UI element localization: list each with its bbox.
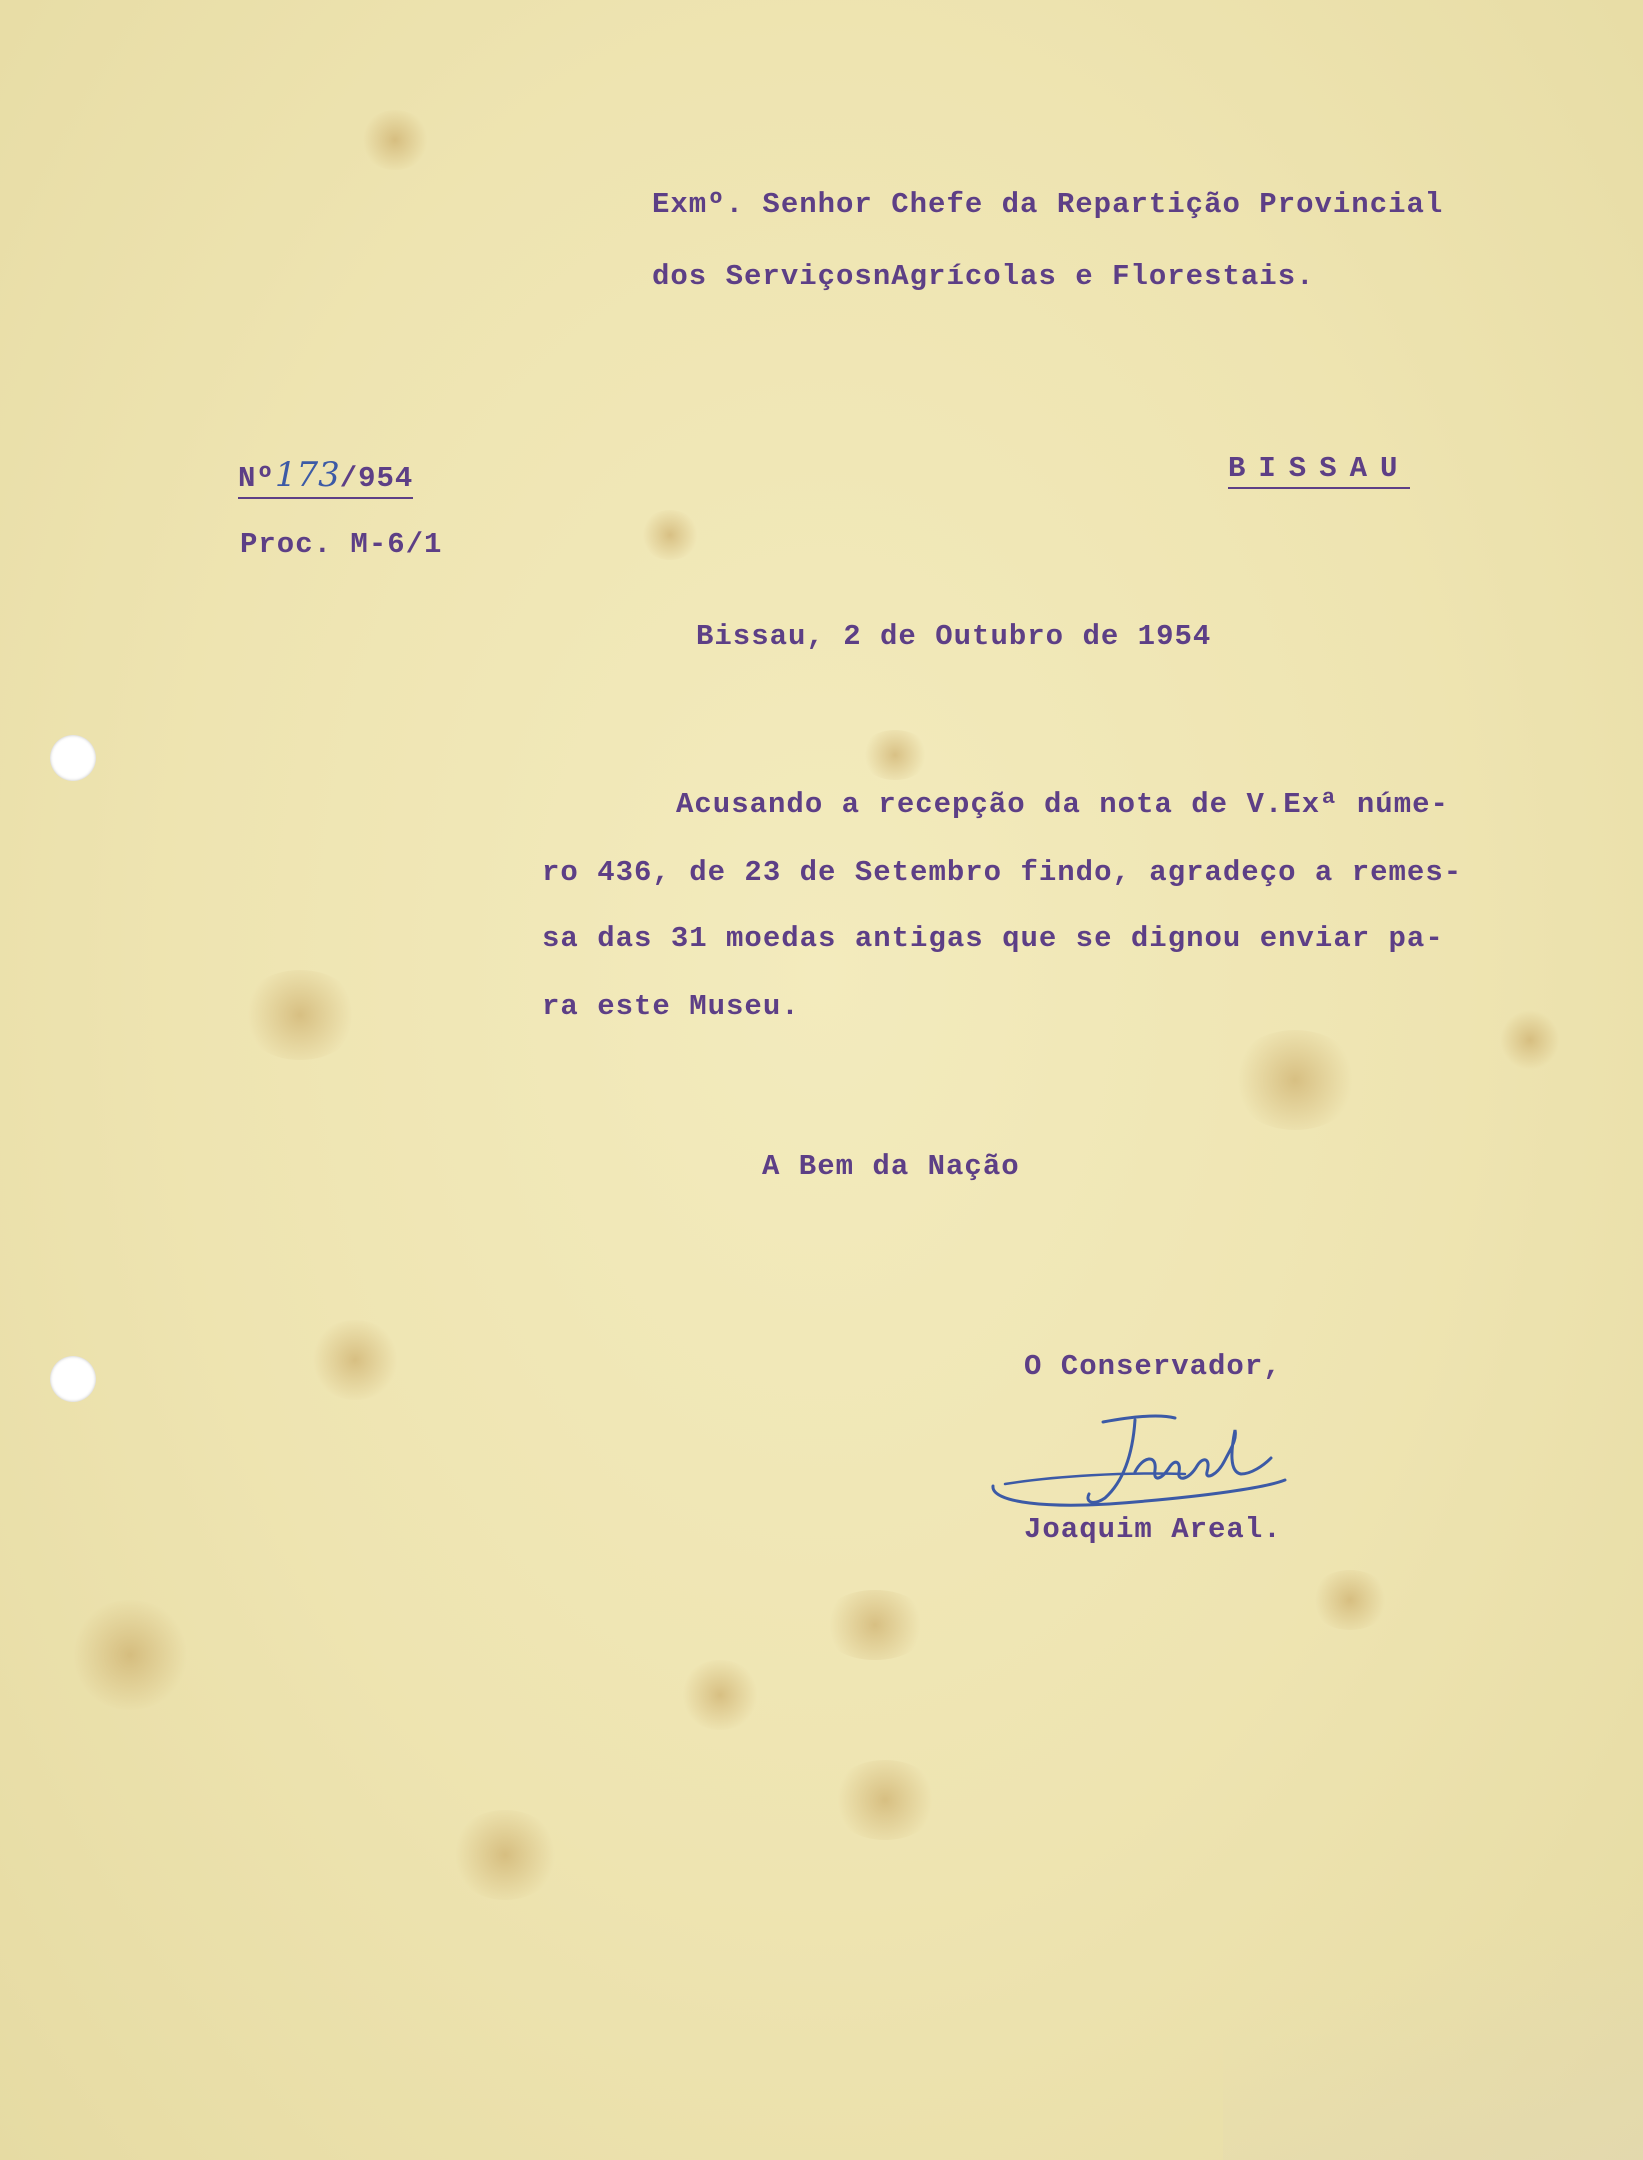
- place-heading: BISSAU: [1228, 452, 1410, 489]
- paper-stain: [680, 1660, 760, 1730]
- body-line-4: ra este Museu.: [542, 990, 800, 1023]
- process-reference: Proc. M-6/1: [240, 528, 443, 561]
- reference-number: [238, 455, 413, 499]
- reference-suffix: /954: [339, 462, 414, 495]
- paper-stain: [820, 1590, 930, 1660]
- paper-stain: [1310, 1570, 1390, 1630]
- date-line: Bissau, 2 de Outubro de 1954: [696, 620, 1212, 653]
- punch-hole: [50, 735, 96, 781]
- paper-stain: [830, 1760, 940, 1840]
- paper-stain: [1230, 1030, 1360, 1130]
- paper-stain: [860, 730, 930, 780]
- handwritten-signature: [985, 1410, 1295, 1520]
- addressee-line-2: dos ServiçosnAgrícolas e Florestais.: [652, 260, 1315, 293]
- signer-name: Joaquim Areal.: [1024, 1513, 1282, 1546]
- body-line-1: Acusando a recepção da nota de V.Exª núme-: [676, 788, 1449, 821]
- closing-formula: A Bem da Nação: [762, 1150, 1020, 1183]
- signer-role: O Conservador,: [1024, 1350, 1282, 1383]
- paper-stain: [240, 970, 360, 1060]
- paper-stain: [1500, 1010, 1560, 1070]
- paper-fold-shading: [1223, 1840, 1643, 2160]
- paper-stain: [360, 110, 430, 170]
- paper-stain: [70, 1600, 190, 1710]
- paper-stain: [640, 510, 700, 560]
- paper-stain: [450, 1810, 560, 1900]
- reference-prefix: Nº: [238, 462, 275, 495]
- punch-hole: [50, 1356, 96, 1402]
- body-line-3: sa das 31 moedas antigas que se dignou enviar pa-: [542, 922, 1444, 955]
- reference-number-handwritten: 173: [274, 455, 340, 495]
- body-line-2: ro 436, de 23 de Setembro findo, agradeço a remes-: [542, 856, 1463, 889]
- addressee-line-1: Exmº. Senhor Chefe da Repartição Provincial: [652, 188, 1444, 221]
- paper-stain: [310, 1320, 400, 1400]
